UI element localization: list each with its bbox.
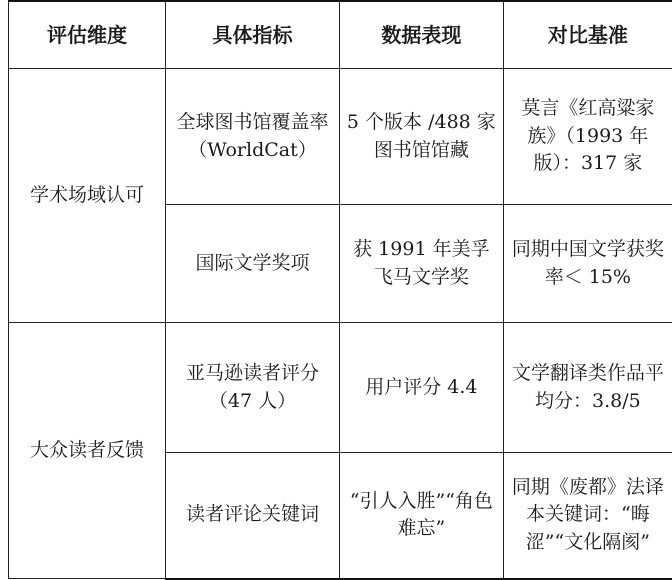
header-dimension: 评估维度 <box>9 1 166 69</box>
dimension-cell: 大众读者反馈 <box>9 323 166 579</box>
benchmark-cell: 同期《废都》法译本关键词：“晦涩”“文化隔阂” <box>503 453 672 579</box>
benchmark-cell: 文学翻译类作品平均分：3.8/5 <box>503 323 672 453</box>
indicator-cell: 读者评论关键词 <box>166 453 340 579</box>
indicator-cell: 亚马逊读者评分（47 人） <box>166 323 340 453</box>
comparison-table <box>8 0 672 580</box>
data-cell: 用户评分 4.4 <box>340 323 504 453</box>
indicator-cell: 国际文学奖项 <box>166 205 340 323</box>
header-benchmark: 对比基准 <box>503 1 672 69</box>
data-cell: 5 个版本 /488 家图书馆馆藏 <box>340 69 504 205</box>
dimension-cell: 学术场域认可 <box>9 69 166 323</box>
data-cell: 获 1991 年美孚飞马文学奖 <box>340 205 504 323</box>
header-data: 数据表现 <box>340 1 504 69</box>
data-cell: “引人入胜”“角色难忘” <box>340 453 504 579</box>
table-row <box>9 69 672 205</box>
indicator-cell: 全球图书馆覆盖率（WorldCat） <box>166 69 340 205</box>
benchmark-cell: 莫言《红高粱家族》（1993 年版）：317 家 <box>503 69 672 205</box>
header-indicator: 具体指标 <box>166 1 340 69</box>
table-row <box>9 323 672 453</box>
benchmark-cell: 同期中国文学获奖率＜ 15% <box>503 205 672 323</box>
header-row <box>9 1 672 69</box>
